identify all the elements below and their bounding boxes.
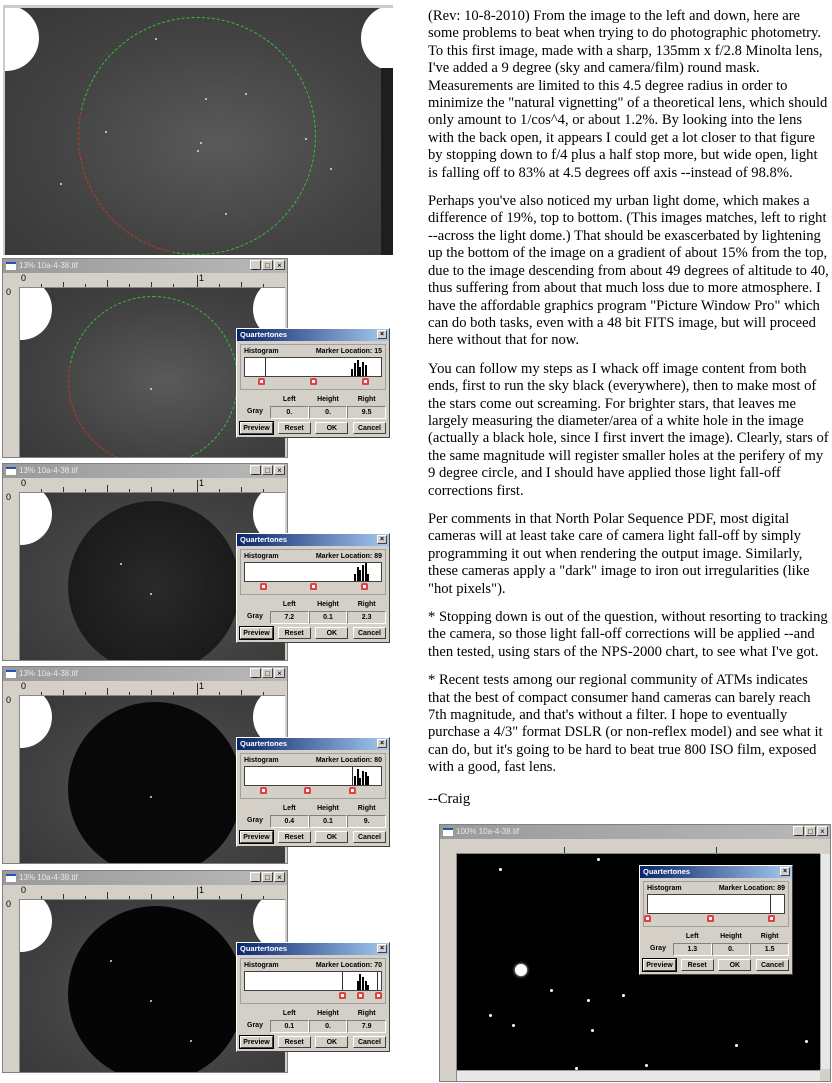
gray-left-field[interactable]: 0. [270, 406, 309, 419]
star [805, 1040, 808, 1043]
paragraph: You can follow my steps as I whack off image content from both ends, first to run the sky black (everywhere), then to make most of the stars come out screaming. For brighter stars, that leaves me largely measuring the diameter/area of a white hole in the image (actually a black hole, since I first invert the image). Clearly, stars of the same magnitude will register smaller holes at the perifery of my 9 degree circle, and I should have applied those light fall-off corrections first. [428, 360, 829, 499]
close-icon[interactable]: × [377, 535, 387, 544]
window-titlebar[interactable] [3, 464, 287, 478]
maximize-button[interactable]: □ [262, 668, 273, 678]
col-right-label: Right [357, 1010, 376, 1017]
quartertones-dialog [236, 533, 390, 643]
histogram-label: Histogram [647, 885, 682, 892]
marker-location-label: Marker Location: [315, 553, 373, 560]
star [110, 960, 112, 962]
marker-location-value: 89 [777, 885, 785, 892]
star [622, 994, 625, 997]
star [205, 98, 207, 100]
star [305, 138, 307, 140]
window-title: 13% 10a-4-38.tif [19, 669, 78, 678]
corner-mask-left [20, 493, 52, 545]
minimize-button[interactable]: _ [250, 872, 261, 882]
star [597, 858, 600, 861]
histogram-bar [354, 363, 356, 376]
right-marker-handle[interactable] [349, 787, 356, 794]
close-icon[interactable]: × [377, 330, 387, 339]
marker-track[interactable] [244, 786, 382, 795]
row-gray-label: Gray [247, 1022, 263, 1029]
paragraph: * Stopping down is out of the question, without resorting to tracking the camera, so those light fall-off corrections will be applied --and then tested, using stars of the NPS-2000 chart, to see what I've got. [428, 609, 828, 660]
histogram-label: Histogram [244, 757, 279, 764]
window-titlebar[interactable] [3, 259, 287, 273]
dialog-title: Quartertones [240, 739, 288, 748]
histogram-bar [362, 771, 364, 785]
col-left-label: Left [282, 396, 296, 403]
marker-line [265, 358, 266, 376]
ok-button[interactable]: OK [315, 1036, 348, 1048]
histogram[interactable] [244, 766, 382, 786]
gray-right-field[interactable]: 9.5 [347, 406, 386, 419]
quartertones-dialog [639, 865, 793, 975]
close-button[interactable]: × [817, 826, 828, 836]
reset-button[interactable]: Reset [681, 959, 714, 971]
dialog-titlebar[interactable] [237, 534, 389, 546]
col-height-label: Height [317, 601, 339, 608]
preview-button[interactable]: Preview [240, 831, 273, 843]
ok-button[interactable]: OK [315, 831, 348, 843]
quartertones-dialog [236, 328, 390, 438]
gray-height-field[interactable]: 0. [712, 943, 751, 956]
left-marker-handle[interactable] [260, 787, 267, 794]
marker-track[interactable] [244, 582, 382, 591]
gray-values-grid [240, 1008, 386, 1033]
window-title: 13% 10a-4-38.tif [19, 466, 78, 475]
histogram-bar [351, 369, 353, 376]
middle-marker-handle[interactable] [304, 787, 311, 794]
horizontal-scrollbar[interactable] [457, 1070, 820, 1081]
article-text [428, 8, 830, 819]
close-button[interactable]: × [274, 465, 285, 475]
gray-right-field[interactable]: 2.3 [347, 611, 386, 624]
histogram-bar [354, 776, 356, 785]
reset-button[interactable]: Reset [278, 831, 311, 843]
star [550, 989, 553, 992]
star [512, 1024, 515, 1027]
marker-line [377, 972, 378, 990]
star [150, 1000, 152, 1002]
histogram-bar [359, 974, 361, 990]
histogram-bar [362, 565, 364, 581]
close-icon[interactable]: × [780, 867, 790, 876]
dialog-titlebar[interactable] [237, 943, 389, 955]
horizontal-ruler [19, 273, 285, 288]
marker-location-label: Marker Location: [315, 348, 373, 355]
histogram-label: Histogram [244, 962, 279, 969]
gray-height-field[interactable]: 0.1 [309, 815, 348, 828]
paragraph: Per comments in that North Polar Sequence PDF, most digital cameras will at least take care of camera light fall-off by simply programming it out when rendering the output image. Similarly, these cameras apply a "dark" image to iron out irregularities (like "hot pixels"). [428, 510, 810, 597]
paragraph: Perhaps you've also noticed my urban light dome, which makes a difference of 19%, top to bottom. (This images matches, left to right --across the light dome.) That should be exascerbated by lightening up the bottom of the image on a gradient of about 15% from the top, due to the image descending from about 49 degrees of altitude to 40, thus suffering from about that much loss due to more atmosphere. I have the affordable graphics program "Picture Window Pro" which can do both tasks, even with a 48 bit FITS image, but will proceed here without that for now. [428, 193, 829, 349]
histogram-label: Histogram [244, 348, 279, 355]
histogram-label: Histogram [244, 553, 279, 560]
marker-track[interactable] [244, 377, 382, 386]
window-title: 100% 10a-4-38.tif [456, 827, 520, 836]
ruler-label: 0 [21, 273, 27, 283]
reset-button[interactable]: Reset [278, 422, 311, 434]
maximize-button[interactable]: □ [805, 826, 816, 836]
ok-button[interactable]: OK [315, 422, 348, 434]
ruler-label: 0 [21, 681, 27, 691]
histogram-bar [359, 367, 361, 376]
marker-location-value: 70 [374, 962, 382, 969]
vertical-ruler [3, 492, 20, 660]
left-marker-handle[interactable] [339, 992, 346, 999]
middle-marker-handle[interactable] [310, 583, 317, 590]
marker-location-label: Marker Location: [718, 885, 776, 892]
ruler-label: 0 [21, 885, 27, 895]
black-circle [68, 906, 244, 1072]
paragraph: (Rev: 10-8-2010) From the image to the left and down, here are some problems to beat when trying to do photographic photometry. To this first image, made with a sharp, 135mm x f/2.8 Minolta lens, I've added a 9 degree (sky and camera/film) round mask. Measurements are limited to this 4.5 degree radius in order to minimize the "natural vignetting" of a theoretical lens, which should only amount to 1/cos^4, or about 1.2%. By looking into the lens with the back open, it appears I could get a lot closer to that figure by stopping down to f/4 plus a half stop more, but wide open, light is falling off to 83% at 4.5 degrees off axis --instead of 98.8%. [428, 8, 828, 181]
gray-values-grid [240, 803, 386, 828]
preview-button[interactable]: Preview [240, 1036, 273, 1048]
maximize-button[interactable]: □ [262, 872, 273, 882]
minimize-button[interactable]: _ [793, 826, 804, 836]
histogram-bar [357, 567, 359, 581]
preview-button[interactable]: Preview [240, 422, 273, 434]
histogram-bar [367, 776, 369, 785]
histogram-bar [357, 769, 359, 785]
gray-values-grid [240, 599, 386, 624]
right-marker-handle[interactable] [361, 583, 368, 590]
quartertones-dialog [236, 737, 390, 847]
marker-line [342, 972, 343, 990]
window-titlebar[interactable] [3, 667, 287, 681]
marker-line [352, 767, 353, 785]
close-button[interactable]: × [274, 260, 285, 270]
star [245, 93, 247, 95]
left-marker-handle[interactable] [260, 583, 267, 590]
marker-location-value: 89 [374, 553, 382, 560]
star [330, 168, 332, 170]
star [105, 131, 107, 133]
col-right-label: Right [357, 396, 376, 403]
star [150, 593, 152, 595]
gray-left-field[interactable]: 0.4 [270, 815, 309, 828]
ruler-label: 1 [199, 273, 205, 283]
histogram-bar [357, 981, 359, 990]
histogram-group [240, 344, 386, 390]
image-edge [381, 68, 393, 255]
ruler-label: 1 [199, 681, 205, 691]
marker-location-label: Marker Location: [315, 757, 373, 764]
minimize-button[interactable]: _ [250, 260, 261, 270]
corner-mask-left [3, 5, 39, 71]
marker-location-value: 15 [374, 348, 382, 355]
histogram-bar [362, 362, 364, 376]
star [150, 796, 152, 798]
close-icon[interactable]: × [377, 944, 387, 953]
preview-button[interactable]: Preview [240, 627, 273, 639]
star [197, 150, 199, 152]
histogram-bar [354, 574, 356, 581]
black-circle [68, 702, 242, 863]
histogram-bar [365, 772, 367, 785]
right-marker-handle[interactable] [362, 378, 369, 385]
quartertones-dialog [236, 942, 390, 1052]
horizontal-ruler [19, 478, 285, 493]
vertical-ruler [440, 853, 457, 1081]
cancel-button[interactable]: Cancel [353, 422, 386, 434]
marker-location-value: 80 [374, 757, 382, 764]
histogram-bar [365, 563, 367, 581]
close-button[interactable]: × [274, 872, 285, 882]
histogram-bar [365, 981, 367, 990]
horizontal-ruler [19, 885, 285, 900]
left-marker-handle[interactable] [644, 915, 651, 922]
horizontal-ruler [456, 839, 820, 854]
gray-left-field[interactable]: 7.2 [270, 611, 309, 624]
star [225, 213, 227, 215]
minimize-button[interactable]: _ [250, 465, 261, 475]
right-marker-handle[interactable] [375, 992, 382, 999]
marker-track[interactable] [647, 914, 785, 923]
histogram-bar [362, 977, 364, 990]
window-titlebar[interactable] [3, 871, 287, 885]
star [645, 1064, 648, 1067]
star [735, 1044, 738, 1047]
ruler-label: 1 [199, 478, 205, 488]
masked-star-field-image [3, 5, 393, 255]
histogram-bar [359, 570, 361, 581]
star [120, 563, 122, 565]
window-title: 13% 10a-4-38.tif [19, 873, 78, 882]
app-icon [443, 828, 453, 836]
app-icon [6, 262, 16, 270]
reset-button[interactable]: Reset [278, 627, 311, 639]
star [60, 183, 62, 185]
col-left-label: Left [282, 601, 296, 608]
col-right-label: Right [357, 805, 376, 812]
close-icon[interactable]: × [377, 739, 387, 748]
dialog-title: Quartertones [240, 535, 288, 544]
corner-mask-left [20, 900, 52, 952]
ruler-label: 0 [6, 899, 12, 909]
minimize-button[interactable]: _ [250, 668, 261, 678]
row-gray-label: Gray [247, 408, 263, 415]
ok-button[interactable]: OK [315, 627, 348, 639]
ruler-label: 0 [6, 287, 12, 297]
cancel-button[interactable]: Cancel [353, 627, 386, 639]
cancel-button[interactable]: Cancel [756, 959, 789, 971]
star [489, 1014, 492, 1017]
histogram-bar [357, 360, 359, 376]
bright-star [515, 964, 527, 976]
col-height-label: Height [317, 805, 339, 812]
row-gray-label: Gray [247, 817, 263, 824]
vertical-ruler [3, 899, 20, 1072]
middle-marker-handle[interactable] [357, 992, 364, 999]
col-height-label: Height [720, 933, 742, 940]
gray-height-field[interactable]: 0. [309, 1020, 348, 1033]
histogram-bar [365, 365, 367, 376]
gray-right-field[interactable]: 9. [347, 815, 386, 828]
vertical-ruler [3, 695, 20, 863]
vertical-scrollbar[interactable] [820, 854, 830, 1069]
dialog-title: Quartertones [643, 867, 691, 876]
corner-mask-left [20, 696, 52, 748]
col-right-label: Right [357, 601, 376, 608]
gray-values-grid [240, 394, 386, 419]
col-left-label: Left [282, 805, 296, 812]
app-icon [6, 670, 16, 678]
right-marker-handle[interactable] [768, 915, 775, 922]
histogram[interactable] [647, 894, 785, 914]
histogram-group [240, 549, 386, 595]
star [591, 1029, 594, 1032]
marker-location-label: Marker Location: [315, 962, 373, 969]
middle-marker-handle[interactable] [707, 915, 714, 922]
gray-left-field[interactable]: 0.1 [270, 1020, 309, 1033]
row-gray-label: Gray [650, 945, 666, 952]
ruler-label: 0 [6, 492, 12, 502]
dialog-title: Quartertones [240, 944, 288, 953]
app-icon [6, 467, 16, 475]
signature: --Craig [428, 790, 471, 807]
ruler-label: 1 [199, 885, 205, 895]
gray-right-field[interactable]: 1.5 [750, 943, 789, 956]
histogram-group [240, 753, 386, 799]
window-titlebar[interactable] [440, 825, 830, 839]
maximize-button[interactable]: □ [262, 260, 273, 270]
star [499, 868, 502, 871]
row-gray-label: Gray [247, 613, 263, 620]
star [190, 1040, 192, 1042]
col-right-label: Right [760, 933, 779, 940]
ok-button[interactable]: OK [718, 959, 751, 971]
dialog-titlebar[interactable] [237, 329, 389, 341]
marker-line [770, 895, 771, 913]
ruler-label: 0 [6, 695, 12, 705]
close-button[interactable]: × [274, 668, 285, 678]
gray-height-field[interactable]: 0. [309, 406, 348, 419]
star [150, 388, 152, 390]
middle-marker-handle[interactable] [310, 378, 317, 385]
col-left-label: Left [685, 933, 699, 940]
reset-button[interactable]: Reset [278, 1036, 311, 1048]
col-left-label: Left [282, 1010, 296, 1017]
corner-mask-left [20, 288, 52, 340]
histogram[interactable] [244, 357, 382, 377]
ruler-label: 0 [21, 478, 27, 488]
vertical-ruler [3, 287, 20, 457]
black-circle [68, 501, 240, 660]
star [155, 38, 157, 40]
dialog-titlebar[interactable] [640, 866, 792, 878]
dialog-titlebar[interactable] [237, 738, 389, 750]
app-icon [6, 874, 16, 882]
histogram[interactable] [244, 562, 382, 582]
col-height-label: Height [317, 1010, 339, 1017]
histogram[interactable] [244, 971, 382, 991]
histogram-bar [359, 778, 361, 785]
left-marker-handle[interactable] [258, 378, 265, 385]
histogram-group [643, 881, 789, 927]
histogram-group [240, 958, 386, 1004]
corner-mask-right [361, 5, 393, 71]
gray-height-field[interactable]: 0.1 [309, 611, 348, 624]
gray-left-field[interactable]: 1.3 [673, 943, 712, 956]
histogram-bar [367, 574, 369, 581]
star [200, 142, 202, 144]
star [587, 999, 590, 1002]
cancel-button[interactable]: Cancel [353, 831, 386, 843]
gray-right-field[interactable]: 7.9 [347, 1020, 386, 1033]
maximize-button[interactable]: □ [262, 465, 273, 475]
window-title: 13% 10a-4-38.tif [19, 261, 78, 270]
histogram-bar [367, 985, 369, 990]
paragraph: * Recent tests among our regional community of ATMs indicates that the best of compact consumer hand cameras can barely reach 7th magnitude, and that's without a filter. I hope to eventually purchase a 4/3" format DSLR (or non-reflex model) and see what it can do, but it's going to be hard to beat true 800 ISO film, exposed with a good, fast lens. [428, 672, 823, 776]
gray-values-grid [643, 931, 789, 956]
cancel-button[interactable]: Cancel [353, 1036, 386, 1048]
col-height-label: Height [317, 396, 339, 403]
marker-track[interactable] [244, 991, 382, 1000]
horizontal-ruler [19, 681, 285, 696]
preview-button[interactable]: Preview [643, 959, 676, 971]
dialog-title: Quartertones [240, 330, 288, 339]
